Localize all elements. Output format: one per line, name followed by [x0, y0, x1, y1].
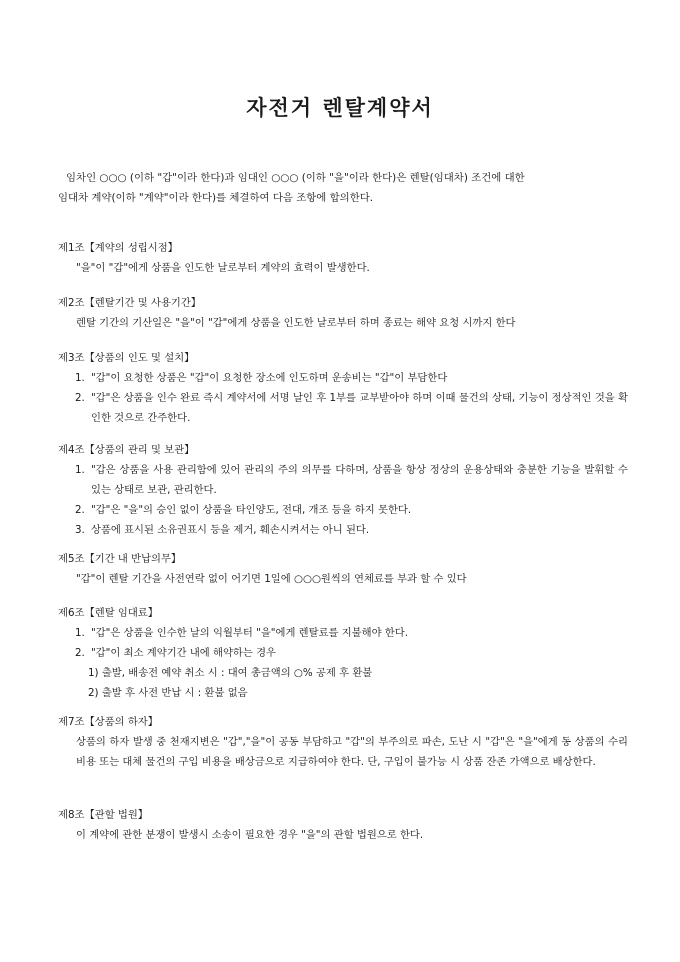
article-2-text: 렌탈 기간의 기산일은 "을"이 "갑"에게 상품을 인도한 날로부터 하며 종료는 해약 요청 시까지 한다	[76, 317, 516, 329]
item-number: 2.	[75, 392, 85, 404]
intro-line-1: 임차인 ○○○ (이하 "갑"이라 한다)과 임대인 ○○○ (이하 "을"이라 한다)은 렌탈(임대차) 조건에 대한	[66, 172, 525, 184]
article-7	[58, 712, 628, 772]
article-7-text: 상품의 하자 발생 중 천재지변은 "갑","을"이 공동 부담하고 "갑"의 부주의로 파손, 도난 시 "갑"은 "을"에게 동 상품의 수리비용 또는 대체 물건의 구입 비용을 배상금으로 지급하여야 한다. 단, 구입이 불가능 시 상품 잔존 가액으로 배상한다.	[76, 736, 628, 768]
article-4-title: 제4조【상품의 관리 및 보관】	[58, 444, 195, 456]
article-2-title: 제2조【렌탈기간 및 사용기간】	[58, 297, 202, 309]
article-6-subitem-2: 2) 출발 후 사전 반납 시 : 환불 없음	[88, 687, 248, 699]
item-number: 1.	[75, 627, 85, 639]
article-3	[58, 348, 628, 428]
article-5-text: "갑"이 렌탈 기간을 사전연락 없이 어기면 1일에 ○○○원씩의 연체료를 부과 할 수 있다	[76, 573, 467, 585]
article-7-title: 제7조【상품의 하자】	[58, 716, 159, 728]
article-4-item-2	[58, 500, 628, 520]
article-4	[58, 440, 628, 540]
article-6	[58, 603, 628, 703]
article-6-item-1	[58, 623, 628, 643]
article-1-text: "을"이 "갑"에게 상품을 인도한 날로부터 계약의 효력이 발생한다.	[76, 262, 370, 274]
item-text: "갑"이 최소 계약기간 내에 해약하는 경우	[91, 647, 276, 659]
article-4-item-1	[58, 460, 628, 500]
article-4-item-3	[58, 520, 628, 540]
article-1-title: 제1조【계약의 성립시점】	[58, 242, 178, 254]
item-text: "갑은 상품을 사용 관리함에 있어 관리의 주의 의무를 다하며, 상품을 항상 정상의 운용상태와 충분한 기능을 발휘할 수 있는 상태로 보관, 관리한다.	[91, 464, 628, 496]
item-number: 2.	[75, 647, 85, 659]
item-text: "갑"은 상품을 인수한 날의 익월부터 "을"에게 렌탈료를 지불해야 한다.	[91, 627, 408, 639]
item-text: 상품에 표시된 소유권표시 등을 제거, 훼손시켜서는 아니 된다.	[91, 524, 370, 536]
intro-line-2: 임대차 계약(이하 "계약"이라 한다)를 체결하여 다음 조항에 합의한다.	[58, 192, 374, 204]
item-number: 2.	[75, 504, 85, 516]
article-6-subitem-1: 1) 출발, 배송전 예약 취소 시 : 대여 총금액의 ○% 공제 후 환불	[88, 667, 373, 679]
article-3-item-1	[58, 368, 628, 388]
article-8	[58, 805, 628, 845]
item-text: "갑"은 상품을 인수 완료 즉시 계약서에 서명 날인 후 1부를 교부받아야 하며 이때 물건의 상태, 기능이 정상적인 것을 확인한 것으로 간주한다.	[91, 392, 628, 424]
article-6-item-2	[58, 643, 628, 663]
item-number: 1.	[75, 464, 85, 476]
intro-paragraph	[58, 168, 624, 208]
item-number: 1.	[75, 372, 85, 384]
article-1	[58, 238, 628, 278]
item-number: 3.	[75, 524, 85, 536]
article-6-title: 제6조【렌탈 임대료】	[58, 607, 159, 619]
item-text: "갑"은 "을"의 승인 없이 상품을 타인양도, 전대, 개조 등을 하지 못한다.	[91, 504, 412, 516]
article-3-title: 제3조【상품의 인도 및 설치】	[58, 352, 195, 364]
item-text: "갑"이 요청한 상품은 "갑"이 요청한 장소에 인도하며 운송비는 "갑"이 부담한다	[91, 372, 448, 384]
article-8-text: 이 계약에 관한 분쟁이 발생시 소송이 필요한 경우 "을"의 관할 법원으로 한다.	[76, 829, 424, 841]
article-5-title: 제5조【기간 내 반납의무】	[58, 553, 182, 565]
document-title: 자전거 렌탈계약서	[246, 96, 434, 120]
article-8-title: 제8조【관할 법원】	[58, 809, 149, 821]
article-5	[58, 549, 628, 589]
article-3-item-2	[58, 388, 628, 428]
article-2	[58, 293, 628, 333]
